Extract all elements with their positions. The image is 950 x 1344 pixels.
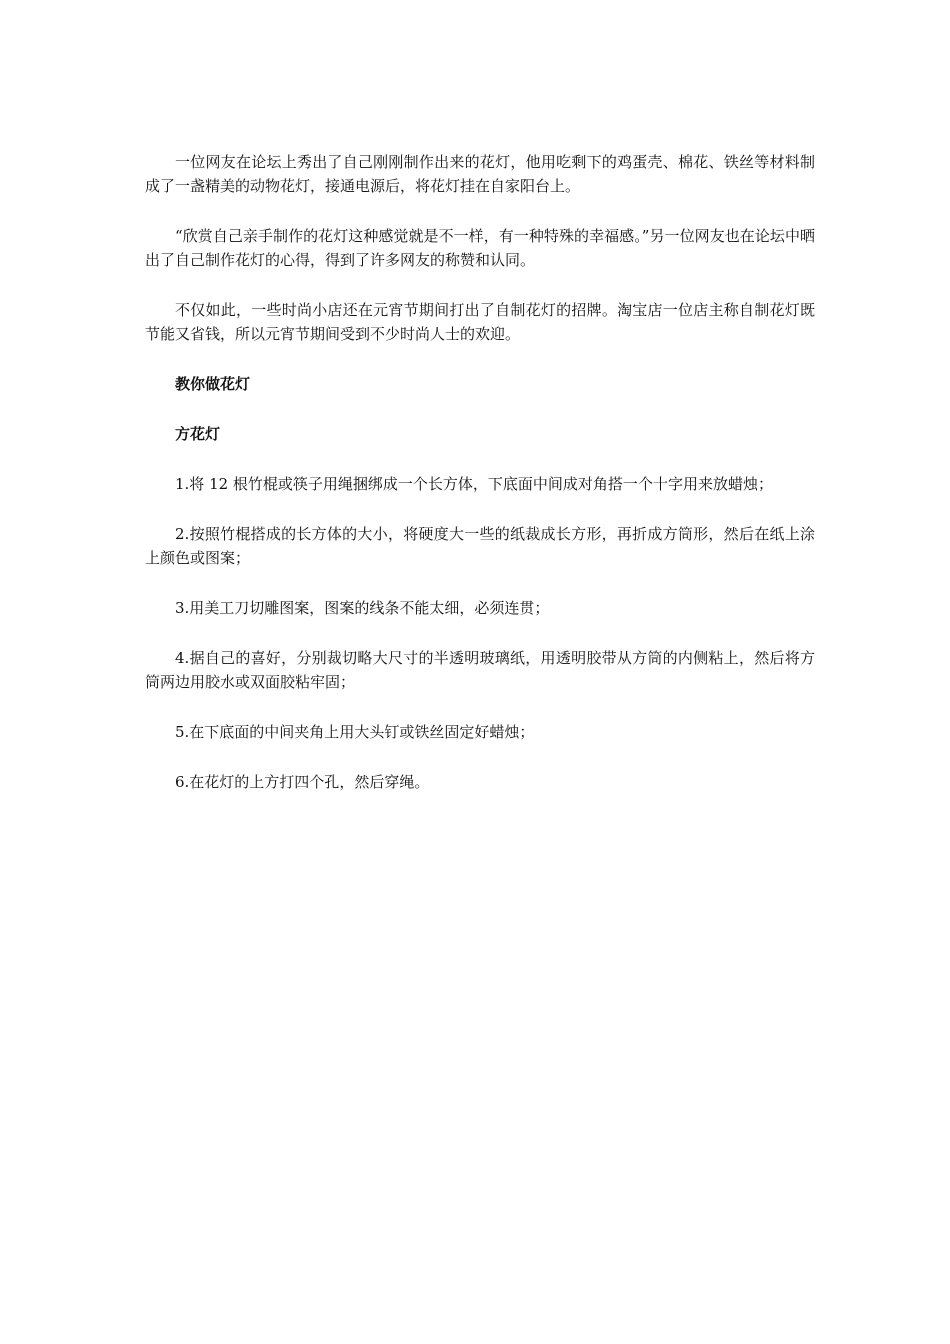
intro-paragraph-3: 不仅如此，一些时尚小店还在元宵节期间打出了自制花灯的招牌。淘宝店一位店主称自制花灯既节能又省钱，所以元宵节期间受到不少时尚人士的欢迎。 bbox=[145, 301, 815, 343]
section-title: 教你做花灯 bbox=[175, 375, 251, 393]
step-3: 3.用美工刀切雕图案，图案的线条不能太细，必须连贯； bbox=[175, 599, 550, 617]
step-4: 4.据自己的喜好，分别裁切略大尺寸的半透明玻璃纸，用透明胶带从方筒的内侧粘上，然后将方筒两边用胶水或双面胶粘牢固； bbox=[145, 649, 815, 691]
subsection-title: 方花灯 bbox=[175, 425, 221, 443]
intro-paragraph-1: 一位网友在论坛上秀出了自己刚刚制作出来的花灯，他用吃剩下的鸡蛋壳、棉花、铁丝等材料制成了一盏精美的动物花灯，接通电源后，将花灯挂在自家阳台上。 bbox=[145, 153, 815, 195]
step-6: 6.在花灯的上方打四个孔，然后穿绳。 bbox=[175, 773, 430, 791]
intro-paragraph-2: “欣赏自己亲手制作的花灯这种感觉就是不一样，有一种特殊的幸福感。”另一位网友也在论坛中晒出了自己制作花灯的心得，得到了许多网友的称赞和认同。 bbox=[145, 227, 815, 269]
step-2: 2.按照竹棍搭成的长方体的大小，将硬度大一些的纸裁成长方形，再折成方筒形，然后在纸上涂上颜色或图案； bbox=[145, 525, 815, 567]
step-5: 5.在下底面的中间夹角上用大头钉或铁丝固定好蜡烛； bbox=[175, 723, 535, 741]
step-1: 1.将 12 根竹棍或筷子用绳捆绑成一个长方体，下底面中间成对角搭一个十字用来放蜡烛； bbox=[175, 475, 773, 493]
document-body bbox=[145, 150, 815, 820]
